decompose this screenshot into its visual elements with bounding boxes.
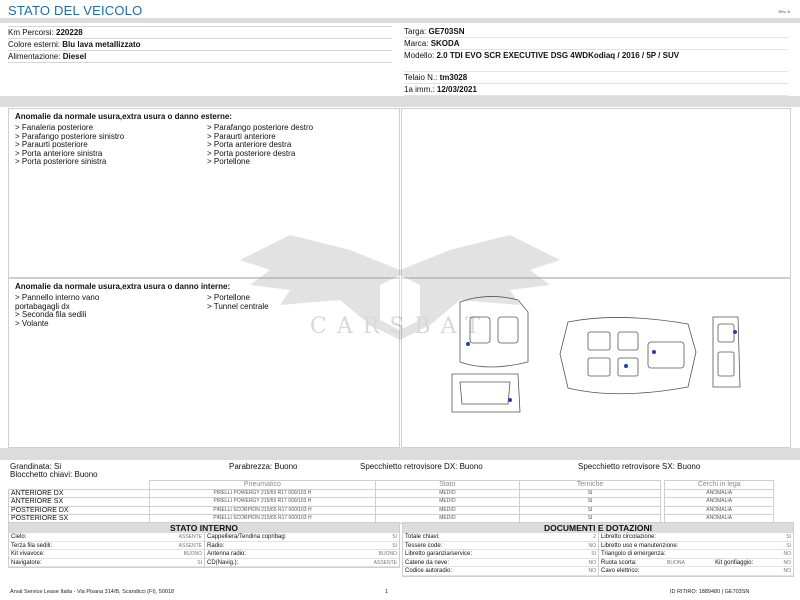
stato-interno-box: [8, 522, 400, 568]
kv-row: Triangolo di emergenza: NO: [601, 551, 791, 557]
table-row: ANTERIORE DX PIRELLI POWERGY 215/65 R17 000/103 H MEDIO SI ANOMALIA: [9, 489, 774, 498]
footer-company: Arval Service Lease Italia - Via Pisana 314/B, Scandicci (FI), 50018: [10, 589, 175, 595]
stato-interno-title: STATO INTERNO: [9, 523, 399, 533]
blocchetto-status: Blocchetto chiavi: Buono: [10, 470, 98, 479]
col-header-pneumatico: Pneumatico: [150, 481, 376, 490]
col-header-stato: Stato: [375, 481, 519, 490]
damage-item: > Parafango posteriore sinistro: [15, 131, 125, 141]
watermark-text: CARSBAT: [310, 314, 490, 339]
tyres-header-row: [9, 481, 774, 490]
col-header-cerchi: Cerchi in lega: [665, 481, 774, 490]
kv-row: Libretto uso e manutenzione: SI: [601, 542, 791, 549]
kv-row: Cielo: ASSENTE: [11, 534, 202, 540]
footer-page-number: 1: [385, 589, 389, 595]
kv-row: Cappelliera/Tendina copribag: SI: [207, 534, 397, 540]
section-divider-top: [0, 96, 800, 107]
info-row-colore: Colore esterni: Blu lava metallizzato: [8, 39, 392, 51]
kv-row: Navigatore: SI: [11, 559, 202, 566]
footer-id: ID RITIRO: 1889480 | GE703SN: [670, 589, 750, 595]
internal-damage-col1: [15, 294, 207, 328]
kv-row: Codice autoradio: NO: [405, 568, 596, 574]
external-damage-title: Anomalie da normale usura,extra usura o danno esterne:: [15, 112, 232, 121]
damage-item: > Fanaleria posteriore: [15, 123, 94, 132]
revision-label: Rev. A: [778, 9, 790, 14]
kv-row: Cavo elettrico: NO: [601, 568, 791, 574]
kv-row: Tessere code: NO: [405, 542, 596, 549]
damage-item: > Seconda fila sedili: [15, 310, 87, 319]
col-header-terniche: Terniche: [520, 481, 661, 490]
damage-item: > Porta anteriore destra: [207, 140, 292, 149]
table-row: POSTERIORE SX PIRELLI SCORPION 215/65 R17 000/103 H MEDIO SI ANOMALIA: [9, 515, 774, 524]
info-row-targa: Targa: GE703SN: [404, 26, 788, 38]
section-divider-mid: [0, 448, 800, 460]
info-row-modello: Modello: 2.0 TDI EVO SCR EXECUTIVE DSG 4WDKodiaq / 2016 / 5P / SUV: [404, 50, 788, 72]
info-row-alimentazione: Alimentazione: Diesel: [8, 51, 392, 63]
damage-item: > Porta posteriore sinistra: [15, 157, 107, 166]
damage-item: > Porta posteriore destra: [207, 148, 296, 158]
grandinata-status: Grandinata: Si: [10, 462, 62, 471]
damage-item: portabagagli dx: [15, 301, 70, 311]
kv-row: Libretto circolazione: SI: [601, 534, 791, 540]
info-row-immatricolazione: 1a imm.: 12/03/2021: [404, 84, 788, 96]
table-row: ANTERIORE SX PIRELLI POWERGY 215/65 R17 000/103 H MEDIO SI ANOMALIA: [9, 498, 774, 507]
kv-row: Ruota scorta: BUONA Kit gonfiaggio: NO: [599, 559, 793, 568]
page-title: STATO DEL VEICOLO: [8, 3, 143, 18]
damage-item: > Tunnel centrale: [207, 301, 269, 311]
kv-row: Terza fila sedili: ASSENTE: [11, 542, 202, 549]
damage-item: > Volante: [15, 318, 49, 328]
vehicle-info-right: [404, 26, 788, 96]
kv-row: Libretto garanzia/service: SI: [405, 551, 596, 557]
damage-item: > Paraurti posteriore: [15, 140, 88, 149]
damage-item: > Pannello interno vano: [15, 293, 100, 302]
damage-item: > Paraurti anteriore: [207, 131, 276, 141]
damage-item: > Portellone: [207, 293, 250, 302]
damage-item: > Portellone: [207, 157, 250, 166]
kv-row: Kit vivavoce: BUONO: [11, 551, 202, 557]
external-damage-col2: [207, 124, 399, 167]
info-row-marca: Marca: SKODA: [404, 38, 788, 50]
kv-row: Totale chiavi: 2: [405, 534, 596, 540]
documenti-title: DOCUMENTI E DOTAZIONI: [403, 523, 793, 533]
vehicle-info-left: [8, 26, 392, 63]
kv-row: Antenna radio: BUONO: [207, 551, 397, 557]
external-damage-col1: [15, 124, 207, 167]
damage-item: > Porta anteriore sinistra: [15, 148, 103, 158]
specchietto-sx-status: Specchietto retrovisore SX: Buono: [578, 462, 701, 471]
table-row: POSTERIORE DX PIRELLI SCORPION 215/65 R17 000/103 H MEDIO SI ANOMALIA: [9, 506, 774, 515]
damage-item: > Parafango posteriore destro: [207, 123, 314, 132]
kv-row: Catene da neve: NO: [405, 559, 596, 566]
internal-damage-title: Anomalie da normale usura,extra usura o danno interne:: [15, 282, 231, 291]
interior-car-diagram: [448, 292, 748, 422]
parabrezza-status: Parabrezza: Buono: [229, 462, 298, 471]
kv-row: Radio: SI: [207, 542, 397, 549]
kv-row: CD(Navig.): ASSENTE: [207, 559, 397, 566]
documenti-box: [402, 522, 794, 577]
info-row-telaio: Telaio N.: tm3028: [404, 72, 788, 84]
info-row-km: Km Percorsi: 220228: [8, 27, 392, 39]
tyres-table: [8, 480, 774, 524]
header-divider: [0, 18, 800, 23]
specchietto-dx-status: Specchietto retrovisore DX: Buono: [360, 462, 483, 471]
